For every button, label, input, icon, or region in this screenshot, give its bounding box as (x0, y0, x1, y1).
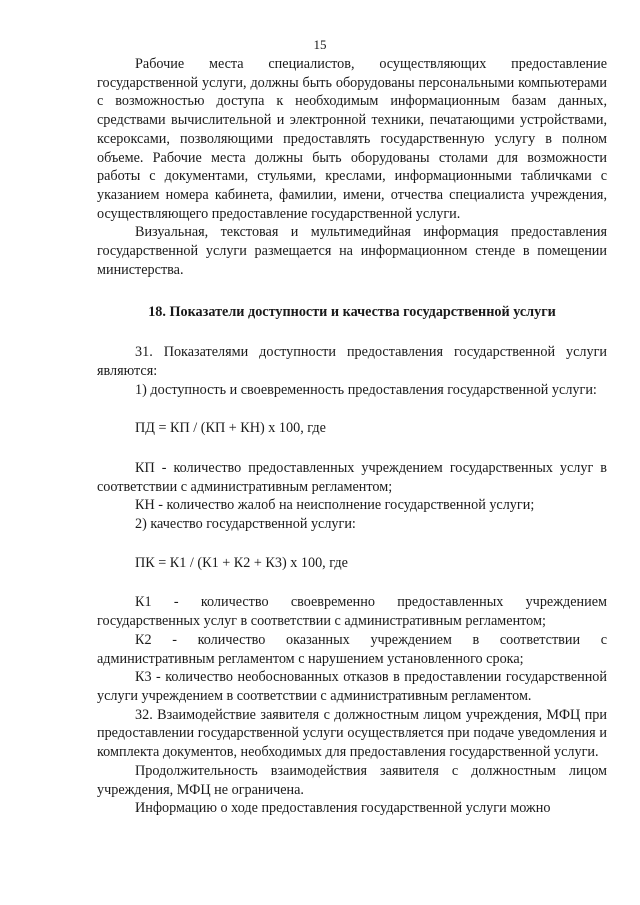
definition-k1: К1 - количество своевременно предоставленных учреждением государственных услуг в соответствии с административным регламентом; (97, 594, 607, 630)
definition-kp: КП - количество предоставленных учреждением государственных услуг в соответствии с административным регламентом; (97, 459, 607, 495)
formula-pd: ПД = КП / (КП + КН) х 100, где (135, 420, 326, 437)
item-32-duration: Продолжительность взаимодействия заявителя с должностным лицом учреждения, МФЦ не ограничена. (97, 762, 607, 798)
document-body (97, 55, 607, 818)
definition-kn: КН - количество жалоб на неисполнение государственной услуги; (135, 497, 535, 514)
definition-k3: К3 - количество необоснованных отказов в предоставлении государственной услуги учреждением в соответствии с административным регламентом. (97, 669, 607, 704)
paragraph-visual-info: Визуальная, текстовая и мультимедийная информация предоставления государственной услуги размещается на информационном стенде в помещении министерства. (97, 224, 607, 278)
definition-k2: К2 - количество оказанных учреждением в соответствии с административным регламентом с нарушением установленного срока; (97, 631, 607, 667)
formula-pk: ПК = К1 / (К1 + К2 + К3) х 100, где (135, 554, 348, 571)
page-number: 15 (313, 37, 327, 52)
item-31-intro: 31. Показателями доступности предоставления государственной услуги являются: (97, 344, 607, 379)
item-31-1: 1) доступность и своевременность предоставления государственной услуги: (135, 381, 597, 398)
item-32: 32. Взаимодействие заявителя с должностным лицом учреждения, МФЦ при предоставлении государственной услуги осуществляется при подаче уведомления и комплекта документов, необходимых для предоставления государственной услуги. (97, 706, 607, 761)
item-32-info: Информацию о ходе предоставления государственной услуги можно (135, 800, 551, 817)
item-31-2: 2) качество государственной услуги: (135, 516, 356, 533)
paragraph-workplaces: Рабочие места специалистов, осуществляющих предоставление государственной услуги, должны быть оборудованы персональными компьютерами с возможностью доступа к необходимым информационным базам данных, средствами вычислительной и электронной техники, печатающими устройствами, ксероксами, позволяющими предоставлять государственную услугу в полном объеме. Рабочие места должны быть оборудованы столами для возможности работы с документами, стульями, креслами, информационными табличками с указанием номера кабинета, фамилии, имени, отчества специалиста учреждения, осуществляющего предоставление государственной услуги. (97, 56, 607, 222)
section-heading: 18. Показатели доступности и качества государственной услуги (148, 304, 556, 321)
